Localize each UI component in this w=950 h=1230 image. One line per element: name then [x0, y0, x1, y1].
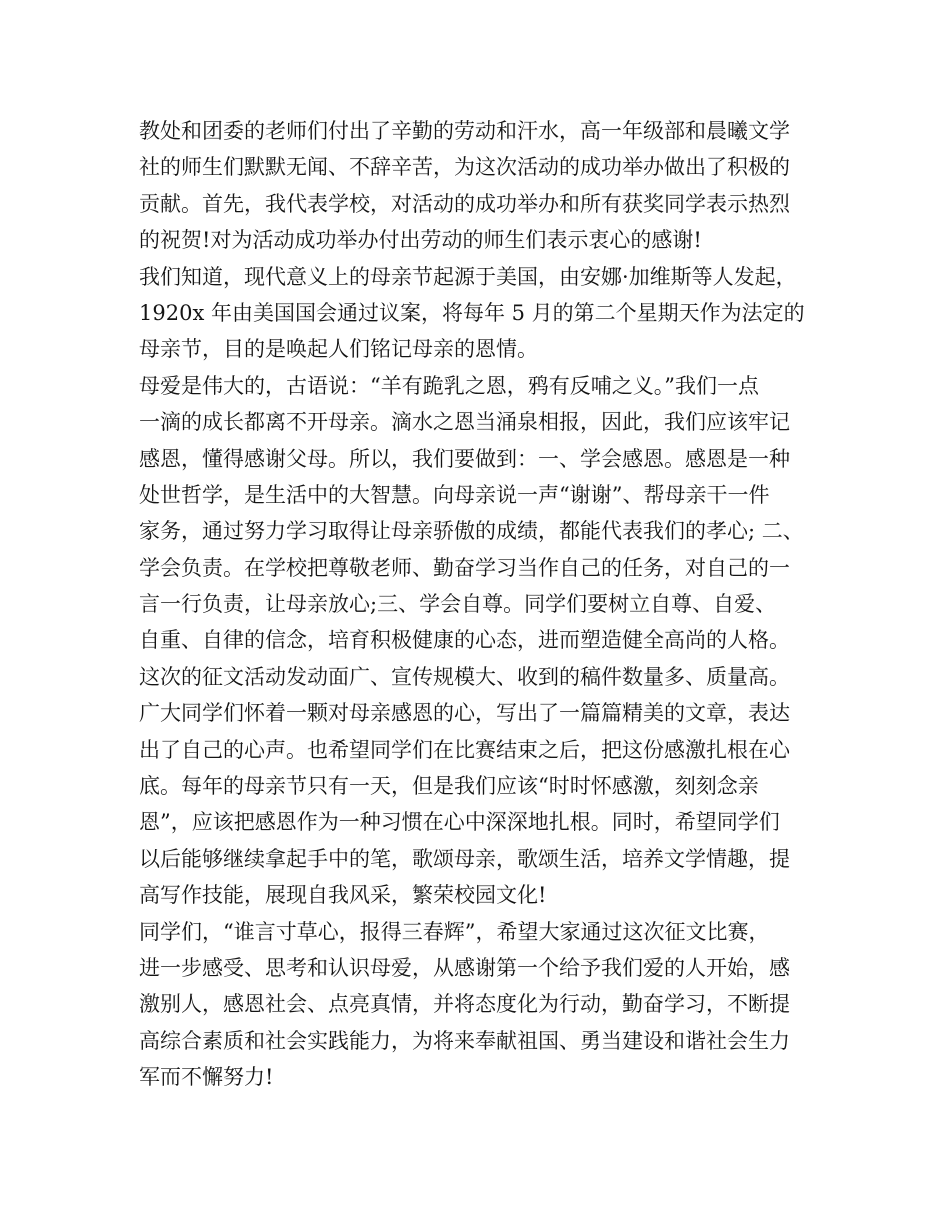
text-line: 社的师生们默默无闻、不辞辛苦，为这次活动的成功举办做出了积极的: [139, 155, 790, 180]
text-line: 言一行负责，让母亲放心;三、学会自尊。同学们要树立自尊、自爱、: [139, 592, 777, 617]
text-line: 我们知道，现代意义上的母亲节起源于美国，由安娜·加维斯等人发起，: [139, 264, 797, 289]
text-line: 高综合素质和社会实践能力，为将来奉献祖国、勇当建设和谐社会生力: [139, 1028, 790, 1053]
document-body: [139, 113, 819, 1096]
text-line: 出了自己的心声。也希望同学们在比赛结束之后，把这份感激扎根在心: [139, 737, 790, 762]
text-line: 的祝贺!对为活动成功举办付出劳动的师生们表示衷心的感谢!: [139, 228, 702, 253]
text-line: 教处和团委的老师们付出了辛勤的劳动和汗水，高一年级部和晨曦文学: [139, 119, 790, 143]
text-line: 广大同学们怀着一颗对母亲感恩的心，写出了一篇篇精美的文章，表达: [139, 701, 790, 726]
text-line: 高写作技能，展现自我风采，繁荣校园文化!: [139, 883, 547, 908]
text-line: 母爱是伟大的，古语说：“羊有跪乳之恩，鸦有反哺之义。”我们一点: [139, 373, 759, 398]
text-line: 自重、自律的信念，培育积极健康的心态，进而塑造健全高尚的人格。: [139, 628, 790, 653]
text-line: 学会负责。在学校把尊敬老师、勤奋学习当作自己的任务，对自己的一: [139, 555, 790, 580]
text-line: 处世哲学，是生活中的大智慧。向母亲说一声“谢谢”、帮母亲干一件: [139, 482, 770, 507]
text-line: 这次的征文活动发动面广、宣传规模大、收到的稿件数量多、质量高。: [139, 664, 790, 689]
text-line: 感恩，懂得感谢父母。所以，我们要做到：一、学会感恩。感恩是一种: [139, 446, 790, 471]
text-line: 进一步感受、思考和认识母爱，从感谢第一个给予我们爱的人开始，感: [139, 955, 790, 980]
text-line: 一滴的成长都离不开母亲。滴水之恩当涌泉相报，因此，我们应该牢记: [139, 410, 790, 435]
text-line: 母亲节，目的是唤起人们铭记母亲的恩情。: [139, 337, 538, 362]
text-line: 恩”，应该把感恩作为一种习惯在心中深深地扎根。同时，希望同学们: [139, 810, 780, 835]
text-line: 家务，通过努力学习取得让母亲骄傲的成绩，都能代表我们的孝心; 二、: [139, 519, 804, 544]
text-line: 以后能够继续拿起手中的笔，歌颂母亲，歌颂生活，培养文学情趣，提: [139, 846, 790, 871]
text-line: 1920x 年由美国国会通过议案，将每年 5 月的第二个星期天作为法定的: [139, 300, 805, 325]
text-line: 底。每年的母亲节只有一天，但是我们应该“时时怀感激，刻刻念亲: [139, 774, 759, 799]
text-line: 激别人，感恩社会、点亮真情，并将态度化为行动，勤奋学习，不断提: [139, 992, 790, 1017]
text-line: 贡献。首先，我代表学校，对活动的成功举办和所有获奖同学表示热烈: [139, 191, 790, 216]
text-line: 同学们，“谁言寸草心，报得三春辉”，希望大家通过这次征文比赛，: [139, 919, 770, 944]
text-line: 军而不懈努力!: [139, 1065, 274, 1090]
